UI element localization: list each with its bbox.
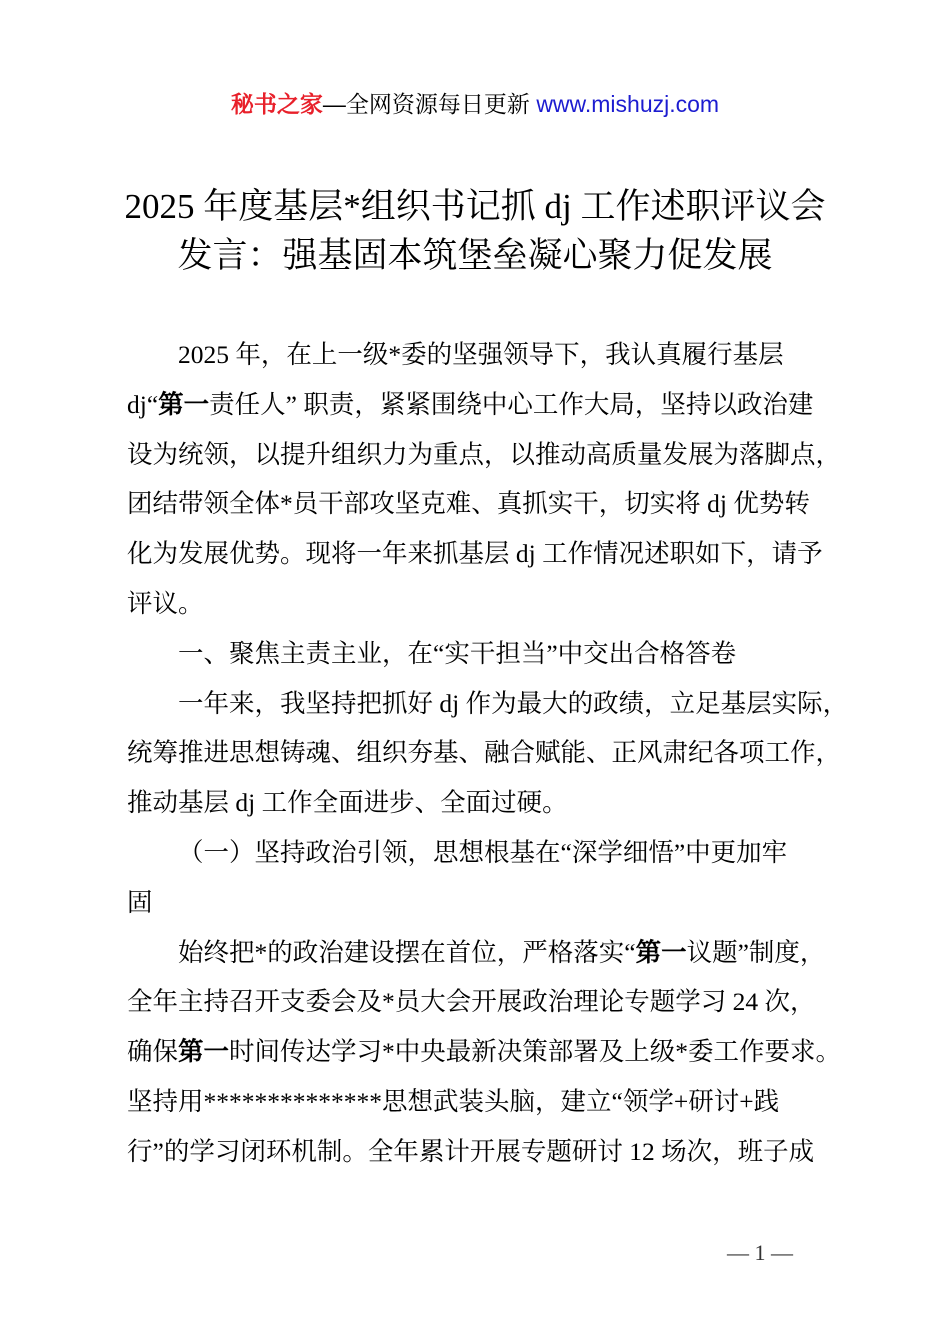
text-segment: 行”的学习闭环机制。全年累计开展专题研讨 12 场次，班子成 <box>127 1136 815 1166</box>
text-line <box>127 977 857 1027</box>
bold-text: 第一 <box>635 937 687 968</box>
text-line <box>127 878 857 928</box>
text-segment: 统筹推进思想铸魂、组织夯基、融合赋能、正风肃纪各项工作， <box>127 738 842 768</box>
bold-text: 第一 <box>178 1037 230 1068</box>
brand-name: 秘书之家 <box>230 91 323 117</box>
title-line: 发言：强基固本筑堡垒凝心聚力促发展 <box>177 236 773 275</box>
text-line <box>127 1077 857 1127</box>
text-line <box>127 1127 857 1177</box>
text-segment: 固 <box>127 887 153 917</box>
text-line <box>127 778 857 828</box>
text-line <box>127 529 857 579</box>
text-segment: 推动基层 dj 工作全面进步、全面过硬。 <box>127 788 568 818</box>
text-segment: （一）坚持政治引领，思想根基在“深学细悟”中更加牢 <box>178 837 788 867</box>
text-segment: 坚持用**************思想武装头脑，建立“领学+研讨+践 <box>127 1086 780 1116</box>
text-segment: 责任人” 职责，紧紧围绕中心工作大局，坚持以政治建 <box>209 389 814 419</box>
text-segment: 设为统领，以提升组织力为重点，以推动高质量发展为落脚点， <box>127 439 842 469</box>
text-line <box>127 330 857 380</box>
page-number: — 1 — <box>727 1240 793 1265</box>
text-line <box>127 1027 857 1077</box>
text-segment: 2025 年，在上一级*委的坚强领导下，我认真履行基层 <box>178 340 784 369</box>
text-segment: 一年来，我坚持把抓好 dj 作为最大的政绩，立足基层实际， <box>178 688 849 718</box>
text-segment: 评议。 <box>127 588 204 618</box>
text-line <box>127 380 857 430</box>
document-title <box>0 182 950 280</box>
text-segment: 确保 <box>127 1037 179 1067</box>
text-line <box>127 679 857 729</box>
text-segment: 始终把*的政治建设摆在首位，严格落实“ <box>178 937 636 967</box>
text-segment: 议题”制度， <box>686 937 826 967</box>
site-banner <box>0 88 950 120</box>
text-line <box>127 828 857 878</box>
text-line <box>127 928 857 978</box>
title-line: 2025 年度基层*组织书记抓 dj 工作述职评议会 <box>124 187 826 226</box>
site-url-link[interactable]: www.mishuzj.com <box>536 91 720 117</box>
text-line <box>127 479 857 529</box>
text-segment: 一、聚焦主责主业，在“实干担当”中交出合格答卷 <box>178 638 737 668</box>
text-segment: 团结带领全体*员干部攻坚克难、真抓实干，切实将 dj 优势转 <box>127 489 810 519</box>
text-line <box>127 629 857 679</box>
text-segment: 时间传达学习*中央最新决策部署及上级*委工作要求。 <box>229 1037 842 1067</box>
bold-text: 第一 <box>158 389 210 420</box>
text-segment: dj“ <box>127 389 159 419</box>
text-line <box>127 430 857 480</box>
document-body <box>127 330 857 1177</box>
banner-tagline: —全网资源每日更新 <box>322 91 537 117</box>
text-segment: 化为发展优势。现将一年来抓基层 dj 工作情况述职如下，请予 <box>127 539 823 569</box>
text-line <box>127 728 857 778</box>
text-line <box>127 579 857 629</box>
text-segment: 全年主持召开支委会及*员大会开展政治理论专题学习 24 次， <box>127 987 816 1017</box>
